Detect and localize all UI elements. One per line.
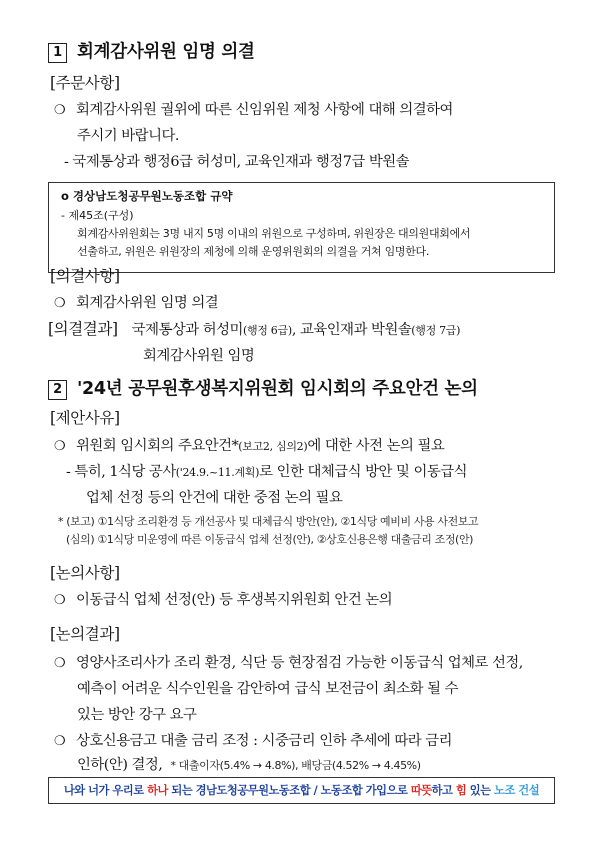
result-bullet-1-line-1: ❍ 영양사조리사가 조리 환경, 식단 등 현장점검 가능한 이동급식 업체로 선정, bbox=[54, 655, 523, 671]
bullet-icon: ❍ bbox=[54, 103, 66, 118]
bullet-icon: ❍ bbox=[54, 734, 66, 749]
bullet-icon: ❍ bbox=[54, 593, 66, 608]
order-bullet-line-1: ❍ 회계감사위원 궐위에 따른 신임위원 제청 사항에 대해 의결하여 bbox=[54, 102, 453, 118]
order-bullet-line-2: 주시기 바랍니다. bbox=[77, 128, 179, 144]
order-header: [주문사항] bbox=[50, 74, 120, 92]
section-title-text: 회계감사위원 임명 의결 bbox=[77, 42, 255, 62]
resolution-result-header: [의결결과] bbox=[48, 320, 118, 338]
regulation-article: - 제45조(구성) bbox=[61, 209, 134, 222]
regulation-box bbox=[48, 182, 555, 273]
regulation-text-2: 선출하고, 위원은 위원장의 제청에 의해 운영위원회의 의결을 거쳐 임명한다. bbox=[77, 245, 430, 258]
resolution-result-line-2: 회계감사위원 임명 bbox=[143, 348, 255, 364]
section-title-text: '24년 공무원후생복지위원회 임시회의 주요안건 논의 bbox=[77, 379, 478, 399]
discussion-result-header: [논의결과] bbox=[50, 625, 120, 643]
bullet-icon: ❍ bbox=[54, 656, 66, 671]
rate-change-note: * 대출이자(5.4% → 4.8%), 배당금(4.52% → 4.45%) bbox=[170, 759, 421, 772]
slogan-banner: 나와 너가 우리로 하나 되는 경남도청공무원노동조합 / 노동조합 가입으로 따뜻하고 힘 있는 노조 건설 bbox=[48, 777, 555, 804]
regulation-text-1: 회계감사위원회는 3명 내지 5명 이내의 위원으로 구성하며, 위원장은 대의원대회에서 bbox=[77, 227, 471, 240]
section-number-box: 1 bbox=[48, 43, 67, 63]
result-bullet-2-line-1: ❍ 상호신용금고 대출 금리 조정 : 시중금리 인하 추세에 따라 금리 bbox=[54, 733, 453, 749]
resolution-bullet: ❍ 회계감사위원 임명 의결 bbox=[54, 295, 219, 311]
result-bullet-1-line-2: 예측이 어려운 식수인원을 감안하여 급식 보전금이 최소화 될 수 bbox=[77, 681, 459, 697]
order-sub-line: - 국제통상과 행정6급 허성미, 교육인재과 행정7급 박원솔 bbox=[64, 154, 410, 170]
proposal-sub-line-1: - 특히, 1식당 공사('24.9.~11.계획)로 인한 대체급식 방안 및 이동급식 bbox=[66, 464, 468, 480]
proposal-note-1: * (보고) ①1식당 조리환경 등 개선공사 및 대체급식 방안(안), ②1식당 예비비 사용 사전보고 bbox=[58, 515, 479, 528]
proposal-sub-line-2: 업체 선정 등의 안건에 대한 중점 논의 필요 bbox=[86, 490, 343, 506]
bullet-icon: ❍ bbox=[54, 296, 66, 311]
proposal-bullet: ❍ 위원회 임시회의 주요안건*(보고2, 심의2)에 대한 사전 논의 필요 bbox=[54, 438, 445, 454]
discussion-bullet: ❍ 이동급식 업체 선정(안) 등 후생복지위원회 안건 논의 bbox=[54, 592, 393, 608]
section-1-title bbox=[48, 38, 255, 63]
result-bullet-2-line-2: 인하(안) 결정, * 대출이자(5.4% → 4.8%), 배당금(4.52% → 4.45%) bbox=[77, 757, 421, 773]
bullet-icon: ❍ bbox=[54, 439, 66, 454]
regulation-title: o 경상남도청공무원노동조합 규약 bbox=[61, 189, 233, 203]
section-2-title bbox=[48, 375, 478, 400]
discussion-header: [논의사항] bbox=[50, 564, 120, 582]
proposal-note-2: (심의) ①1식당 미운영에 따른 이동급식 업체 선정(안), ②상호신용은행 대출금리 조정(안) bbox=[66, 533, 474, 546]
resolution-header: [의결사항] bbox=[50, 267, 120, 285]
resolution-result-line: [의결결과] 국제통상과 허성미(행정 6급), 교육인재과 박원솔(행정 7급) bbox=[48, 320, 461, 338]
proposal-header: [제안사유] bbox=[50, 409, 120, 427]
result-bullet-1-line-3: 있는 방안 강구 요구 bbox=[77, 707, 197, 723]
section-number-box: 2 bbox=[48, 380, 67, 400]
